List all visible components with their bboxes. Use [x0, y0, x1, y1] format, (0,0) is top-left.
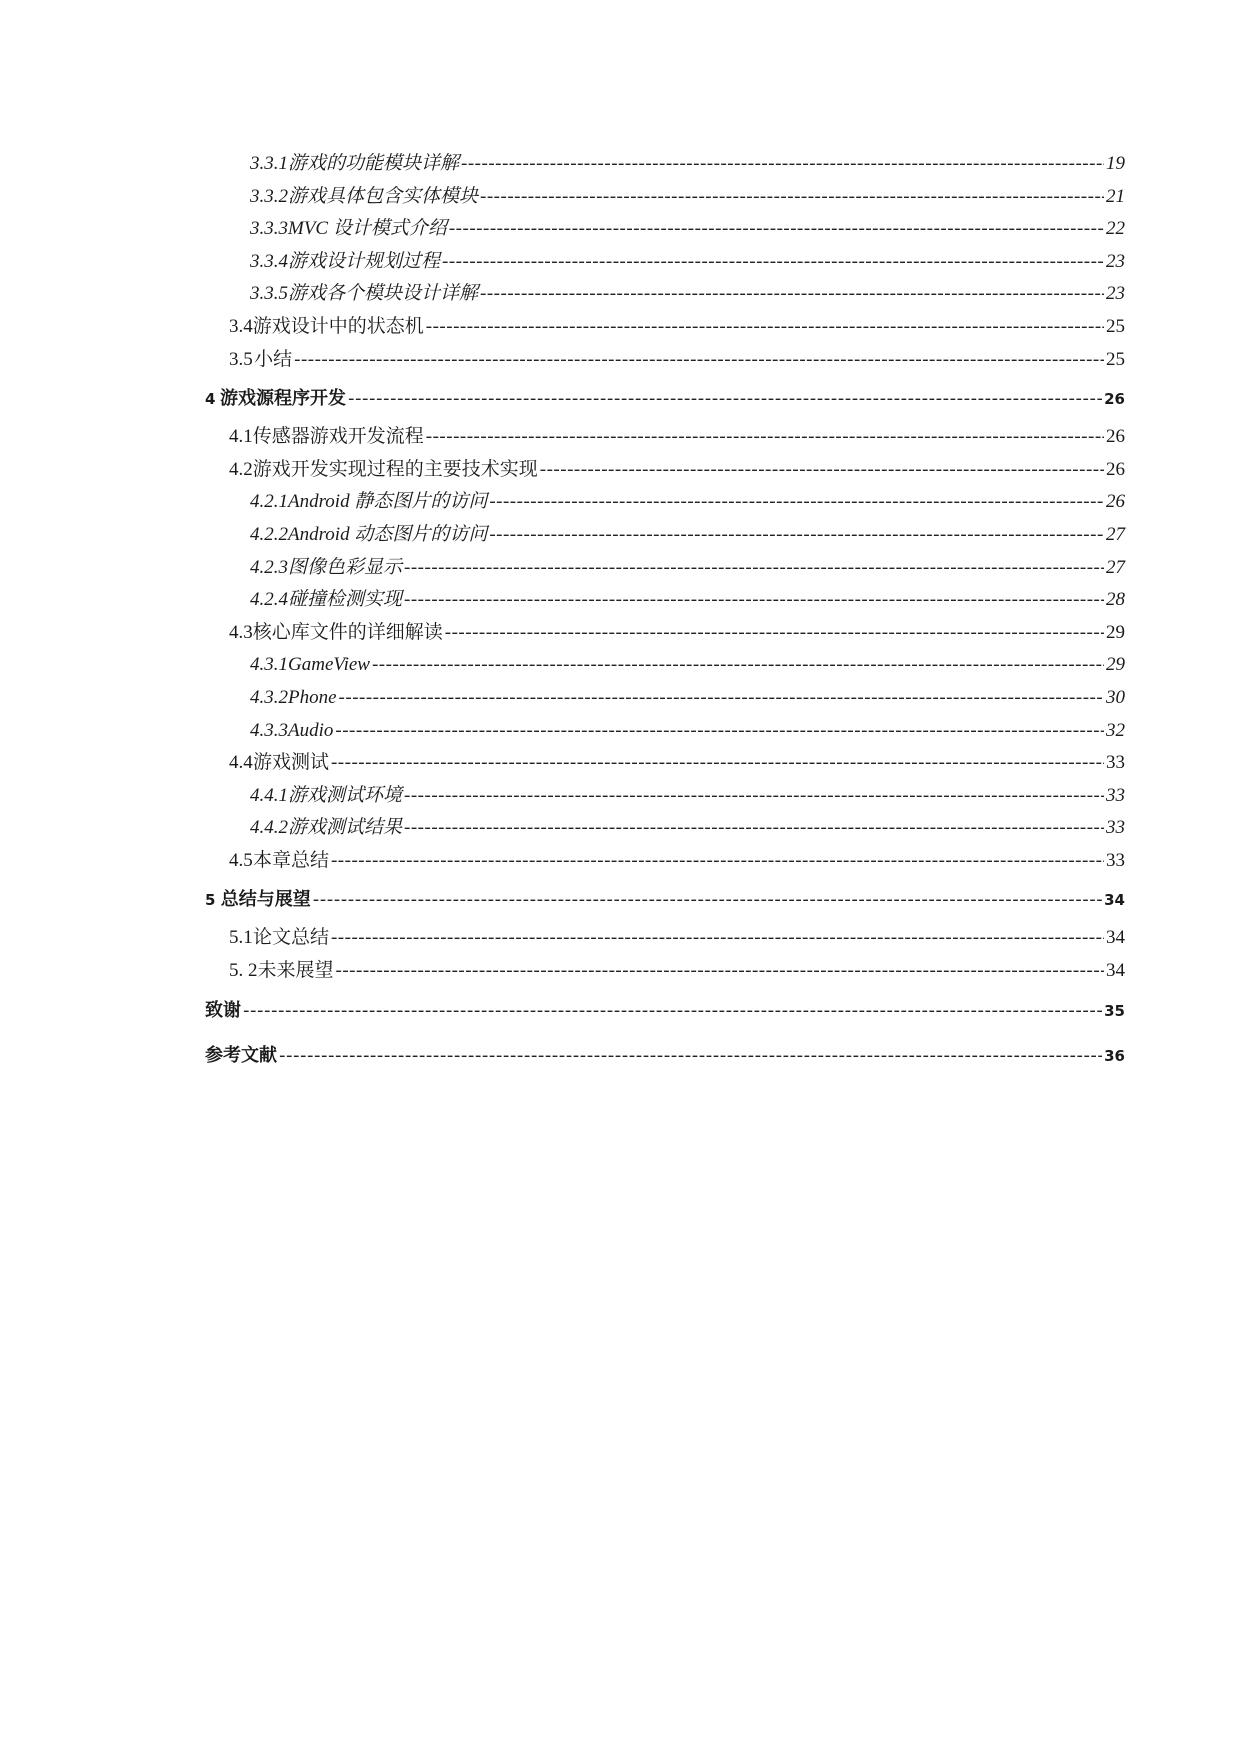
toc-entry[interactable] [205, 812, 1125, 845]
toc-entry-number: 3.3.2 [250, 185, 288, 207]
toc-entry-title: GameView [288, 654, 370, 676]
toc-entry[interactable] [205, 955, 1125, 988]
toc-entry-number: 3.3.1 [250, 153, 288, 174]
toc-entry-page-number: 27 [1106, 523, 1125, 545]
toc-entry-page-number: 27 [1106, 556, 1125, 578]
toc-entry-page-number: 23 [1106, 250, 1125, 272]
toc-entry-page-number: 33 [1106, 849, 1125, 871]
toc-dot-leader [445, 617, 1104, 650]
toc-entry-title: 游戏各个模块设计详解 [288, 283, 479, 305]
toc-entry[interactable] [205, 311, 1125, 344]
toc-entry-title: 参考文献 [205, 1044, 277, 1066]
toc-dot-leader [449, 213, 1104, 246]
toc-dot-leader [540, 454, 1104, 487]
toc-entry[interactable] [205, 922, 1125, 955]
toc-entry-title: 游戏测试 [252, 752, 329, 774]
toc-entry-number: 4.1 [229, 426, 253, 448]
toc-entry-number: 4.3.2 [250, 686, 288, 708]
toc-entry[interactable] [205, 988, 1125, 1033]
toc-entry-title: 游戏开发实现过程的主要技术实现 [252, 458, 538, 480]
toc-dot-leader [339, 682, 1104, 715]
toc-entry-page-number: 23 [1106, 283, 1125, 305]
toc-entry-number: 3.3.5 [250, 283, 288, 305]
toc-entry-number: 4.4.2 [250, 817, 288, 839]
toc-entry-page-number: 19 [1106, 153, 1125, 174]
toc-entry-number: 4.2 [229, 458, 253, 480]
toc-entry-page-number: 26 [1106, 491, 1125, 513]
toc-entry-number: 4.3 [229, 621, 253, 643]
toc-dot-leader [348, 376, 1102, 421]
toc-entry[interactable] [205, 747, 1125, 780]
toc-entry-number: 3.3.3 [250, 218, 288, 240]
toc-entry-title: 传感器游戏开发流程 [252, 426, 424, 448]
toc-entry[interactable] [205, 421, 1125, 454]
toc-entry-page-number: 21 [1106, 185, 1125, 207]
table-of-contents [205, 148, 1125, 1078]
toc-dot-leader [331, 845, 1104, 878]
toc-entry-number: 5 [205, 891, 216, 910]
toc-entry-title: 游戏测试环境 [288, 784, 403, 806]
toc-entry-title: Android 静态图片的访问 [288, 491, 488, 513]
toc-entry[interactable] [205, 246, 1125, 279]
toc-entry-page-number: 33 [1106, 784, 1125, 806]
toc-entry-page-number: 30 [1106, 686, 1125, 708]
toc-entry[interactable] [205, 454, 1125, 487]
toc-entry-title: 未来展望 [257, 960, 334, 982]
toc-entry[interactable] [205, 649, 1125, 682]
toc-entry-number: 4.2.2 [250, 523, 288, 545]
toc-dot-leader [372, 649, 1104, 682]
toc-entry-title: 本章总结 [252, 849, 329, 871]
toc-dot-leader [442, 246, 1104, 279]
toc-entry-number: 4.2.4 [250, 589, 288, 611]
toc-dot-leader [480, 181, 1104, 214]
toc-entry-page-number: 25 [1106, 348, 1125, 370]
toc-entry-title: Audio [288, 719, 334, 741]
toc-entry[interactable] [205, 617, 1125, 650]
toc-dot-leader [461, 148, 1104, 181]
toc-dot-leader [313, 877, 1102, 922]
toc-entry[interactable] [205, 376, 1125, 421]
toc-entry-page-number: 34 [1104, 891, 1125, 910]
toc-dot-leader [331, 922, 1104, 955]
toc-entry[interactable] [205, 148, 1125, 181]
toc-entry[interactable] [205, 715, 1125, 748]
toc-entry-title: 游戏设计中的状态机 [252, 315, 424, 337]
toc-dot-leader [331, 747, 1104, 780]
toc-dot-leader [404, 584, 1104, 617]
toc-entry[interactable] [205, 584, 1125, 617]
toc-entry[interactable] [205, 1033, 1125, 1078]
toc-entry-number: 5.1 [229, 927, 253, 949]
toc-entry-title: 游戏源程序开发 [220, 388, 347, 410]
toc-entry-number: 4.4.1 [250, 784, 288, 806]
toc-entry-number: 4.3.1 [250, 654, 288, 676]
toc-entry[interactable] [205, 486, 1125, 519]
toc-dot-leader [404, 552, 1104, 585]
toc-entry-title: 图像色彩显示 [288, 556, 403, 578]
toc-entry-page-number: 26 [1106, 426, 1125, 448]
toc-entry-page-number: 25 [1106, 315, 1125, 337]
toc-entry-page-number: 29 [1106, 621, 1125, 643]
toc-entry-page-number: 33 [1106, 752, 1125, 774]
toc-entry-page-number: 26 [1104, 390, 1125, 409]
toc-entry-number: 5. 2 [229, 960, 258, 982]
toc-dot-leader [489, 519, 1104, 552]
toc-entry-title: 碰撞检测实现 [288, 589, 403, 611]
toc-entry-page-number: 22 [1106, 218, 1125, 240]
toc-entry-number: 3.3.4 [250, 250, 288, 272]
toc-entry-title: 总结与展望 [220, 889, 311, 911]
toc-entry-title: 游戏设计规划过程 [288, 250, 441, 272]
toc-entry-title: Android 动态图片的访问 [288, 523, 488, 545]
toc-entry-title: 游戏测试结果 [288, 817, 403, 839]
toc-entry-number: 4.2.1 [250, 491, 288, 513]
toc-entry-page-number: 26 [1106, 458, 1125, 480]
toc-entry[interactable] [205, 682, 1125, 715]
toc-entry[interactable] [205, 877, 1125, 922]
toc-dot-leader [426, 311, 1104, 344]
toc-entry-page-number: 28 [1106, 589, 1125, 611]
toc-entry-page-number: 33 [1106, 817, 1125, 839]
toc-entry-number: 4.5 [229, 849, 253, 871]
toc-entry-number: 4.3.3 [250, 719, 288, 741]
toc-entry-title: 致谢 [205, 999, 241, 1021]
toc-entry-page-number: 34 [1106, 960, 1125, 982]
toc-entry-page-number: 35 [1104, 1001, 1125, 1020]
toc-entry-page-number: 36 [1104, 1046, 1125, 1065]
toc-entry-page-number: 29 [1106, 654, 1125, 676]
toc-entry[interactable] [205, 552, 1125, 585]
toc-entry[interactable] [205, 344, 1125, 377]
toc-dot-leader [243, 988, 1102, 1033]
toc-dot-leader [294, 344, 1104, 377]
toc-entry-page-number: 34 [1106, 927, 1125, 949]
toc-entry-number: 4.2.3 [250, 556, 288, 578]
toc-entry-number: 3.4 [229, 315, 253, 337]
toc-dot-leader [279, 1033, 1102, 1078]
toc-entry-title: 小结 [254, 348, 293, 370]
toc-entry-number: 3.5 [229, 348, 253, 370]
toc-entry[interactable] [205, 213, 1125, 246]
toc-entry-title: 论文总结 [252, 927, 329, 949]
toc-entry-title: MVC 设计模式介绍 [288, 218, 447, 240]
toc-entry[interactable] [205, 181, 1125, 214]
toc-entry[interactable] [205, 278, 1125, 311]
toc-dot-leader [336, 955, 1104, 988]
toc-dot-leader [335, 715, 1104, 748]
toc-entry-title: Phone [288, 686, 337, 708]
toc-dot-leader [404, 780, 1104, 813]
toc-entry-title: 核心库文件的详细解读 [252, 621, 443, 643]
toc-entry-number: 4 [205, 390, 216, 409]
toc-dot-leader [480, 278, 1104, 311]
toc-entry[interactable] [205, 780, 1125, 813]
toc-dot-leader [489, 486, 1104, 519]
toc-entry-title: 游戏的功能模块详解 [288, 153, 460, 174]
toc-dot-leader [404, 812, 1104, 845]
toc-entry-page-number: 32 [1106, 719, 1125, 741]
toc-entry[interactable] [205, 519, 1125, 552]
toc-dot-leader [426, 421, 1104, 454]
toc-entry-title: 游戏具体包含实体模块 [288, 185, 479, 207]
toc-entry[interactable] [205, 845, 1125, 878]
toc-entry-number: 4.4 [229, 752, 253, 774]
